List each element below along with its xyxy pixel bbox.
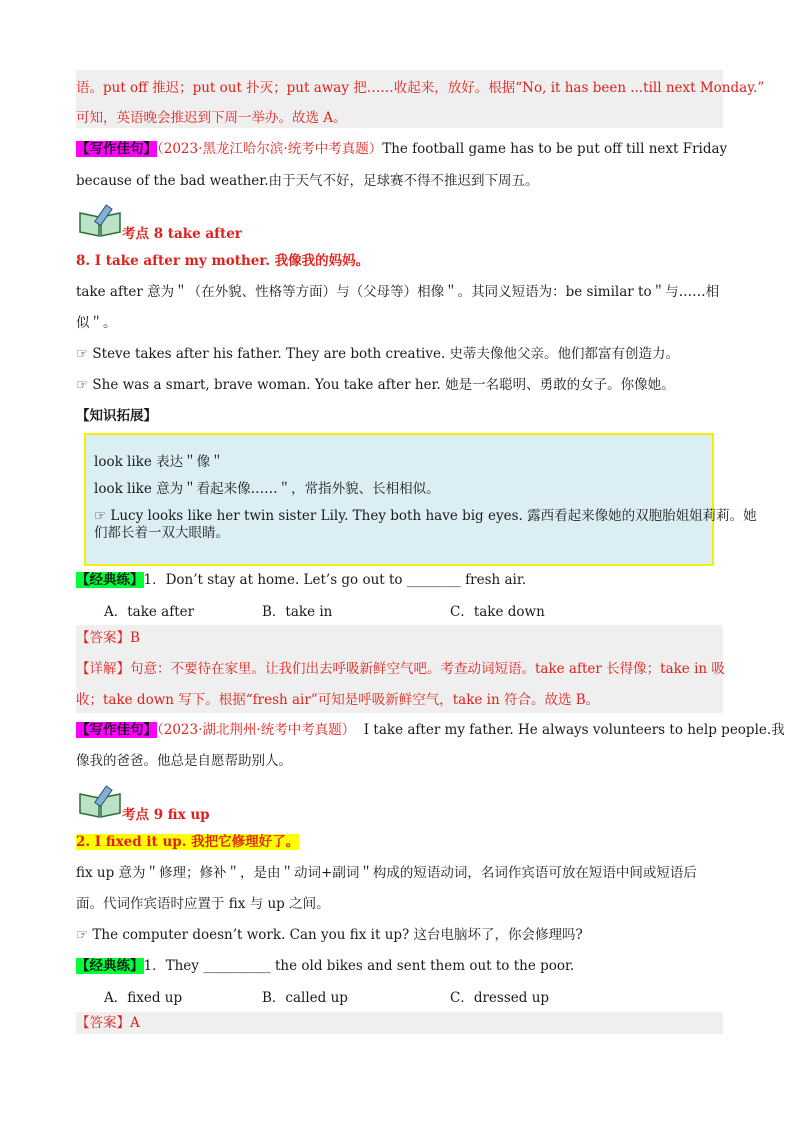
practice-question (76, 956, 574, 976)
writing-source: （2023·黑龙江哈尔滨·统考中考真题） (157, 141, 383, 157)
answer-shade (76, 1012, 723, 1034)
explain-line: 面。代词作宾语时应置于 fix 与 up 之间。 (76, 896, 330, 912)
answer: 【答案】A (76, 1015, 140, 1031)
book-pencil-icon (78, 203, 122, 237)
option-a: A．fixed up (104, 990, 183, 1006)
option-b: B．take in (262, 604, 333, 620)
detail-line: 语。put off 推迟；put out 扑灭；put away 把……收起来，放好。根据“No, it has been ...till next Monday.” (76, 80, 765, 96)
extension-line: look like 意为＂看起来像……＂，常指外貌、长相相似。 (94, 481, 440, 497)
option-c: C．dressed up (450, 990, 550, 1006)
writing-example (76, 139, 727, 159)
extension-line: look like 表达＂像＂ (94, 454, 224, 470)
writing-source: （2023·湖北荆州·统考中考真题） (157, 722, 356, 738)
question-text: 1．Don’t stay at home. Let’s go out to ________ fresh air. (143, 572, 527, 588)
explain-line: fix up 意为＂修理；修补＂，是由＂动词+副词＂构成的短语动词，名词作宾语可放在短语中间或短语后 (76, 865, 697, 881)
practice-tag: 【经典练】 (76, 958, 144, 974)
answer: 【答案】B (76, 630, 140, 646)
practice-tag: 【经典练】 (76, 572, 144, 588)
option-a: A．take after (104, 604, 195, 620)
book-pencil-icon (78, 784, 122, 818)
explain-line: 似＂。 (76, 315, 117, 331)
practice-question (76, 570, 526, 590)
question-text: 1．They __________ the old bikes and sent them out to the poor. (143, 958, 575, 974)
example-sentence: ☞ She was a smart, brave woman. You take after her. 她是一名聪明、勇敢的女子。你像她。 (76, 377, 675, 393)
extension-heading: 【知识拓展】 (76, 408, 157, 424)
kaodian-title: 考点 9 fix up (122, 807, 210, 823)
explain-line: take after 意为＂（在外貌、性格等方面）与（父母等）相像＂。其同义短语为：be similar to＂与……相 (76, 284, 720, 300)
kaodian-title: 考点 8 take after (122, 226, 242, 242)
extension-line: 们都长着一双大眼睛。 (94, 525, 229, 541)
option-b: B．called up (262, 990, 348, 1006)
extension-line: ☞ Lucy looks like her twin sister Lily. They both have big eyes. 露西看起来像她的双胞胎姐姐莉莉。她 (94, 508, 757, 524)
writing-text: I take after my father. He always volunteers to help people.我 (363, 722, 785, 738)
writing-tag: 【写作佳句】 (76, 141, 157, 157)
option-c: C．take down (450, 604, 545, 620)
section-heading (76, 832, 299, 852)
example-sentence: ☞ The computer doesn’t work. Can you fix it up? 这台电脑坏了，你会修理吗? (76, 927, 583, 943)
writing-text-cont: 像我的爸爸。他总是自愿帮助别人。 (76, 753, 292, 769)
example-sentence: ☞ Steve takes after his father. They are both creative. 史蒂夫像他父亲。他们都富有创造力。 (76, 346, 680, 362)
section-heading: 8. I take after my mother. 我像我的妈妈。 (76, 253, 370, 269)
writing-example (76, 720, 785, 740)
detail-line: 可知，英语晚会推迟到下周一举办。故选 A。 (76, 110, 347, 126)
writing-text-cont: because of the bad weather.由于天气不好，足球赛不得不推迟到下周五。 (76, 173, 539, 189)
detail-line: 收；take down 写下。根据“fresh air”可知是呼吸新鲜空气，take in 符合。故选 B。 (76, 692, 600, 708)
highlighted-heading: 2. I fixed it up. 我把它修理好了。 (76, 834, 300, 850)
writing-text: The football game has to be put off till next Friday (382, 141, 728, 157)
detail-line: 【详解】句意：不要待在家里。让我们出去呼吸新鲜空气吧。考查动词短语。take after 长得像；take in 吸 (76, 661, 725, 677)
writing-tag: 【写作佳句】 (76, 722, 157, 738)
